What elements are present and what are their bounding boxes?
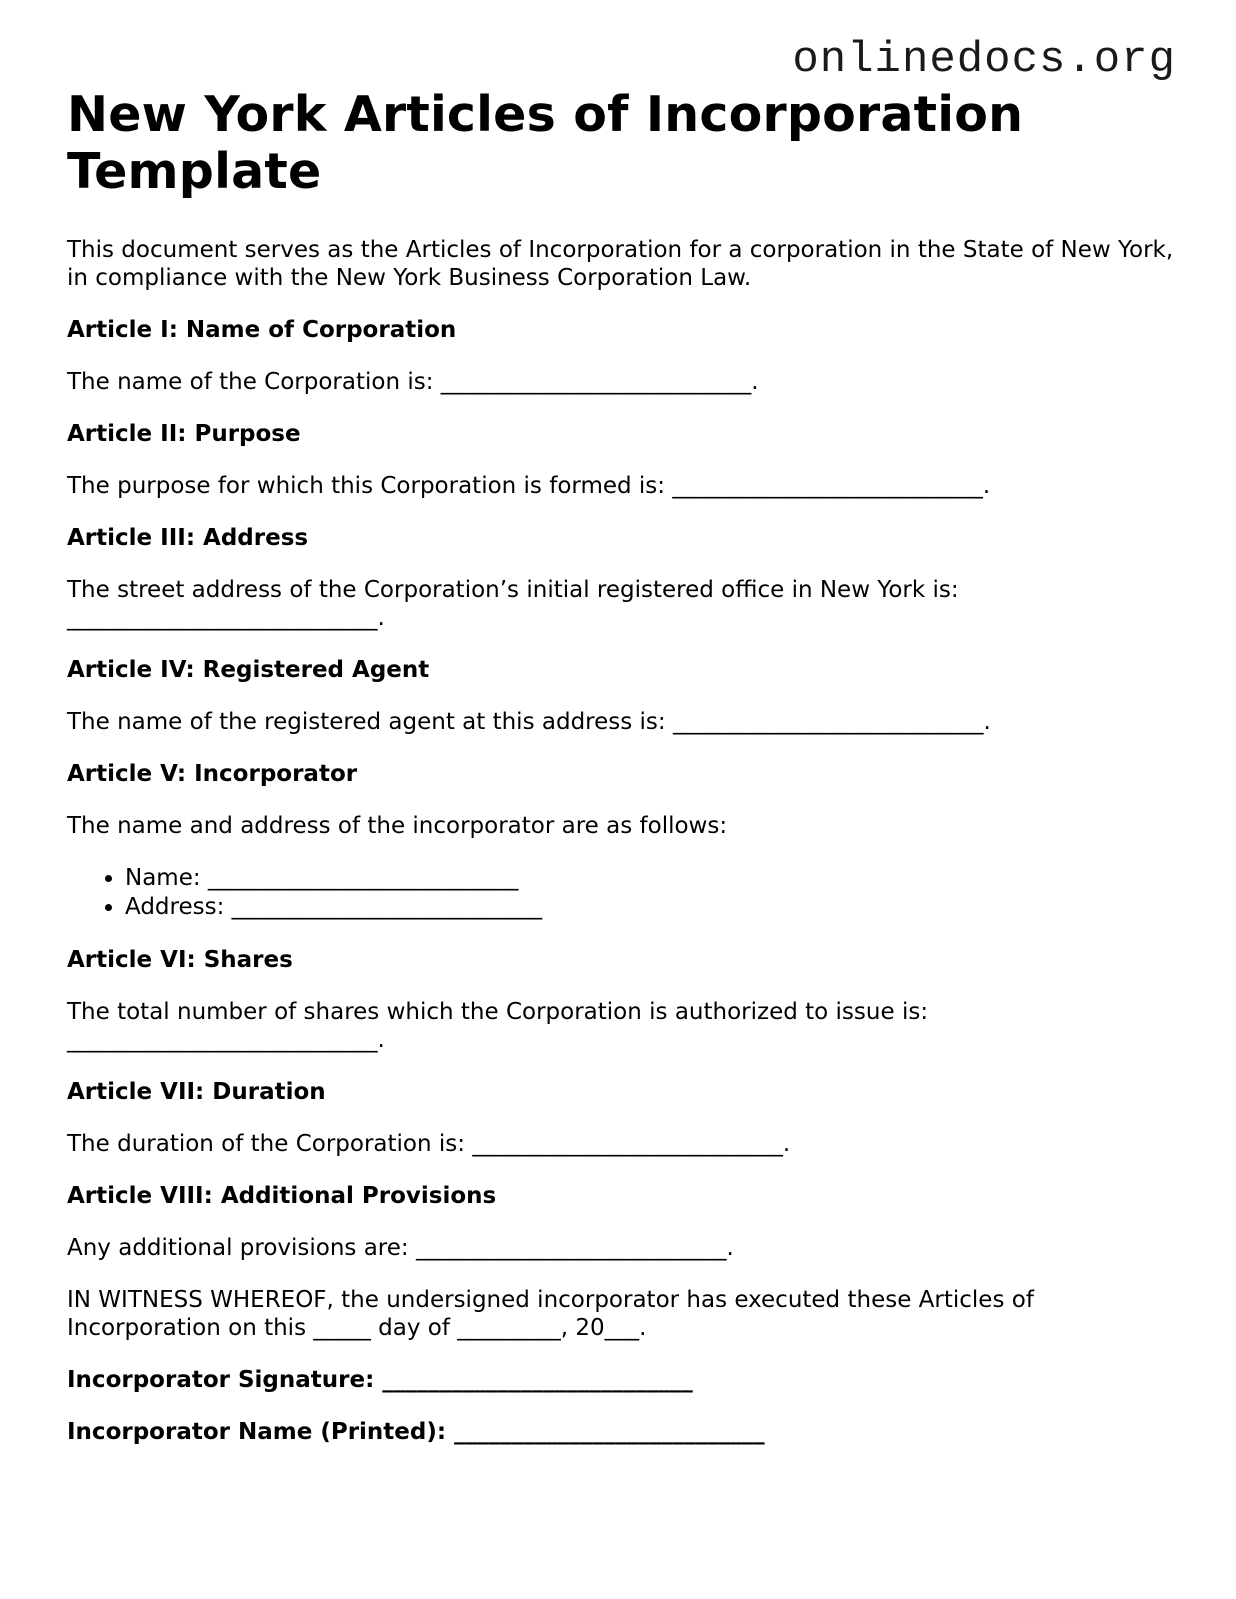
article-2-heading: Article II: Purpose (67, 421, 301, 447)
article-5-heading: Article V: Incorporator (67, 761, 358, 787)
printed-name-line: Incorporator Name (Printed): ___________________________ (67, 1419, 765, 1445)
incorporator-list (67, 864, 1177, 922)
incorporator-address-item: • Address: ___________________________ (125, 893, 1177, 922)
article-8-text: Any additional provisions are: ___________________________. (67, 1235, 734, 1261)
intro-paragraph: This document serves as the Articles of Incorporation for a corporation in the State of New York, in compliance with the New York Business Corporation Law. (67, 237, 1174, 291)
article-7-heading: Article VII: Duration (67, 1079, 326, 1105)
article-3-text: The street address of the Corporation’s initial registered office in New York is: ___________________________. (67, 577, 959, 631)
article-1-text: The name of the Corporation is: ___________________________. (67, 369, 759, 395)
article-6-text: The total number of shares which the Corporation is authorized to issue is: ___________________________. (67, 999, 929, 1053)
article-3-heading: Article III: Address (67, 525, 309, 551)
witness-paragraph: IN WITNESS WHEREOF, the undersigned incorporator has executed these Articles of Incorporation on this _____ day of _________, 20___. (67, 1287, 1034, 1341)
article-8-heading: Article VIII: Additional Provisions (67, 1183, 497, 1209)
article-4-heading: Article IV: Registered Agent (67, 657, 430, 683)
article-7-text: The duration of the Corporation is: ___________________________. (67, 1131, 791, 1157)
article-6-heading: Article VI: Shares (67, 947, 293, 973)
document-title: New York Articles of Incorporation Template (67, 86, 1024, 200)
incorporator-name-item: • Name: ___________________________ (125, 864, 1177, 893)
article-2-text: The purpose for which this Corporation is formed is: ___________________________. (67, 473, 991, 499)
article-4-text: The name of the registered agent at this address is: ___________________________. (67, 709, 991, 735)
signature-line: Incorporator Signature: ___________________________ (67, 1367, 693, 1393)
article-1-heading: Article I: Name of Corporation (67, 317, 457, 343)
article-5-text: The name and address of the incorporator are as follows: (67, 813, 728, 839)
watermark-text: onlinedocs.org (792, 35, 1176, 85)
document-body (67, 86, 1177, 1446)
